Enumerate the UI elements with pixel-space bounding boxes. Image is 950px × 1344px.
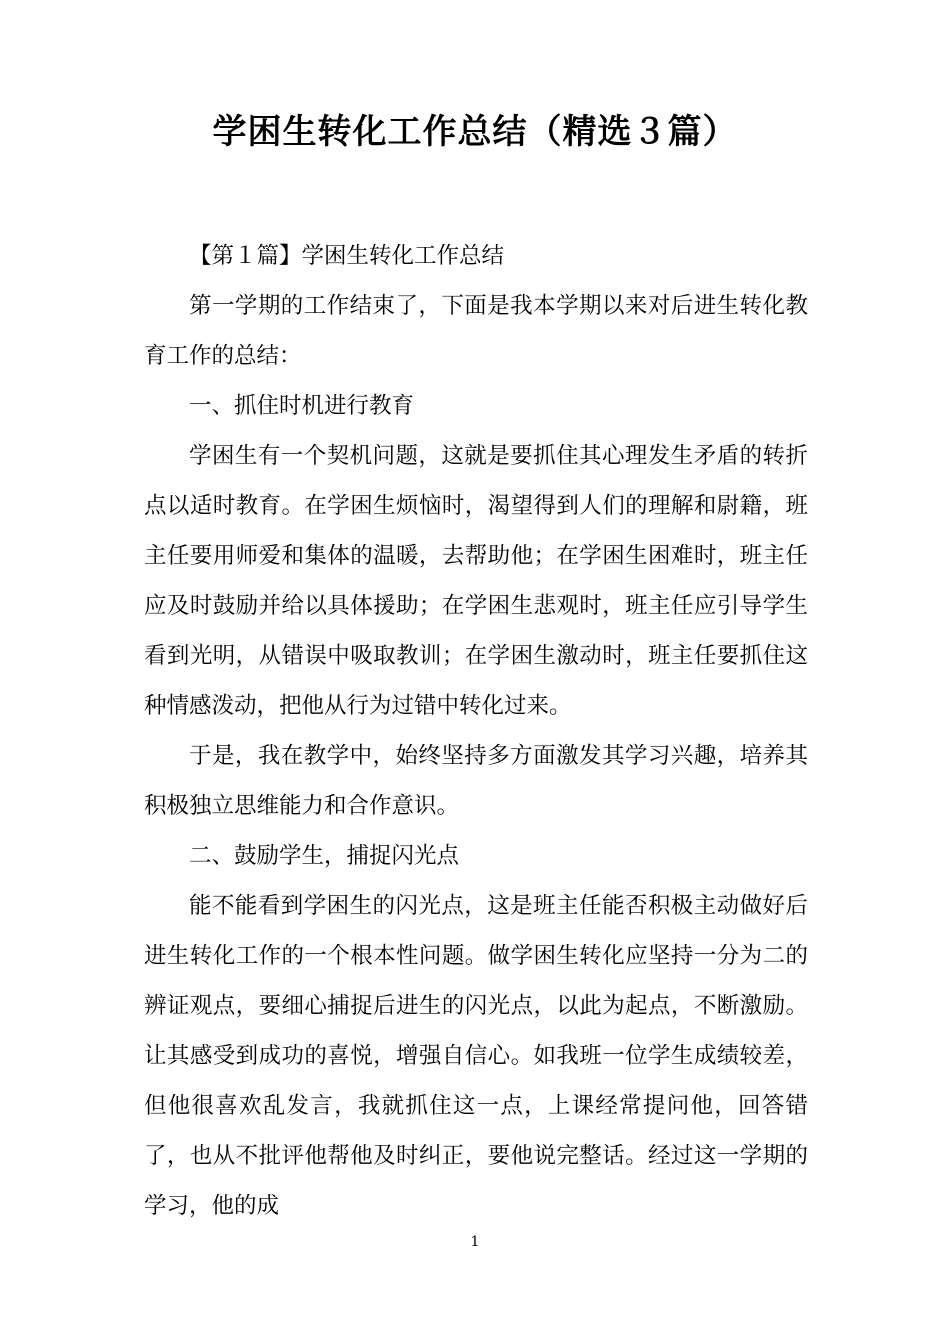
paragraph-highlights: 能不能看到学困生的闪光点，这是班主任能否积极主动做好后进生转化工作的一个根本性问题。做学困生转化应坚持一分为二的辨证观点，要细心捕捉后进生的闪光点，以此为起点，不断激励。让其感受到成功的喜悦，增强自信心。如我班一位学生成绩较差，但他很喜欢乱发言，我就抓住这一点，上课经常提问他，回答错了，也从不批评他帮他及时纠正，要他说完整话。经过这一学期的学习，他的成 bbox=[144, 893, 808, 1219]
section-heading-2: 二、鼓励学生，捕捉闪光点 bbox=[189, 843, 460, 869]
document-title: 学困生转化工作总结（精选３篇） bbox=[212, 112, 738, 152]
paragraph-intro: 第一学期的工作结束了，下面是我本学期以来对后进生转化教育工作的总结： bbox=[144, 293, 808, 369]
section-heading-part-1: 【第１篇】学困生转化工作总结 bbox=[189, 243, 505, 269]
document-body bbox=[144, 231, 808, 1231]
section-heading-1: 一、抓住时机进行教育 bbox=[189, 393, 415, 419]
paragraph-interest: 于是，我在教学中，始终坚持多方面激发其学习兴趣，培养其积极独立思维能力和合作意识。 bbox=[144, 743, 808, 819]
page-number: 1 bbox=[470, 1234, 480, 1250]
paragraph-timing: 学困生有一个契机问题，这就是要抓住其心理发生矛盾的转折点以适时教育。在学困生烦恼时，渴望得到人们的理解和尉籍，班主任要用师爱和集体的温暖，去帮助他；在学困生困难时，班主任应及时鼓励并给以具体援助；在学困生悲观时，班主任应引导学生看到光明，从错误中吸取教训；在学困生激动时，班主任要抓住这种情感泼动，把他从行为过错中转化过来。 bbox=[144, 443, 808, 719]
